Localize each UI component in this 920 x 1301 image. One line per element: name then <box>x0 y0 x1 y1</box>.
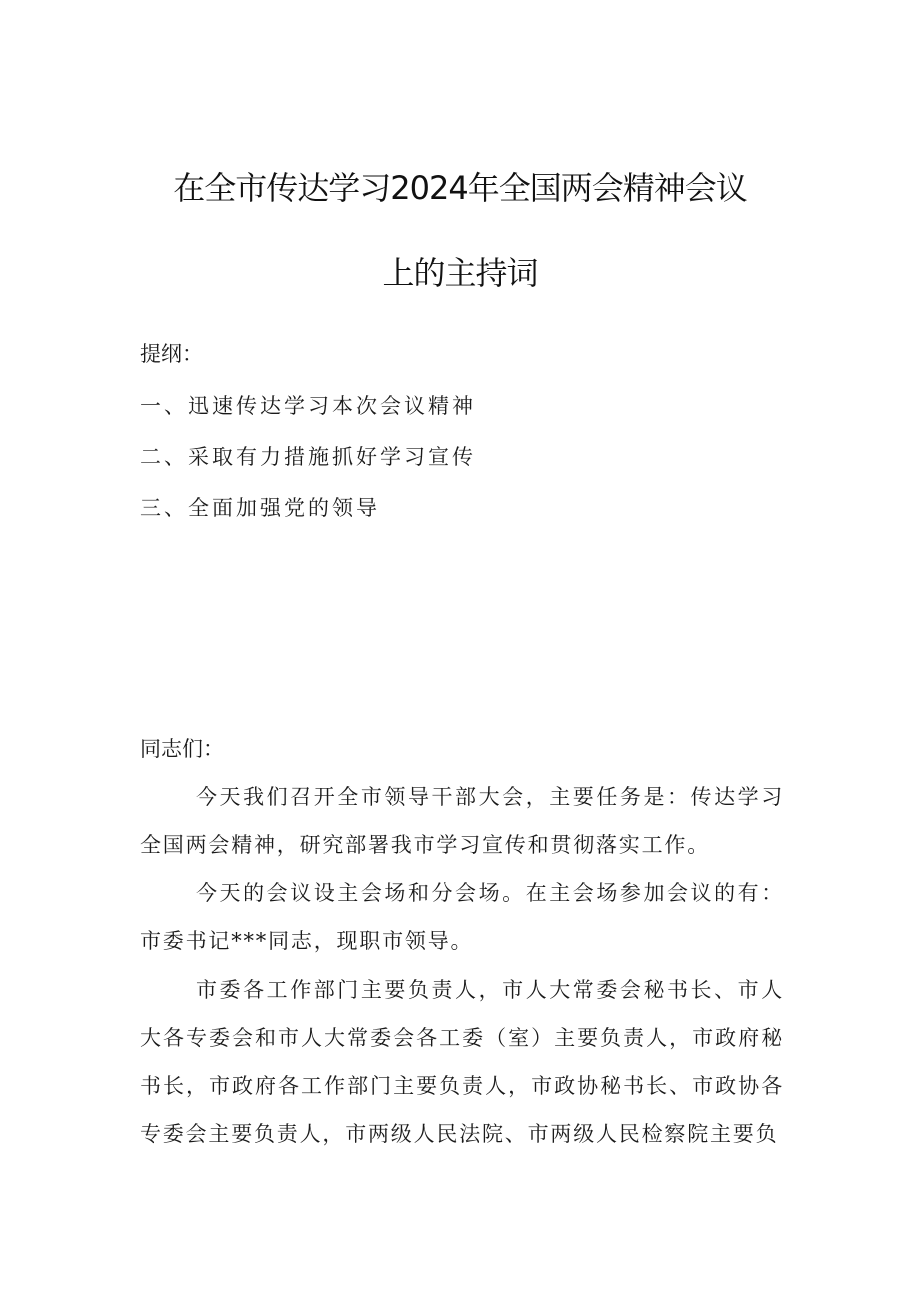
outline-item-1: 一、迅速传达学习本次会议精神 <box>140 394 476 418</box>
document-title-line-2: 上的主持词 <box>382 254 538 292</box>
outline-item-2: 二、采取有力措施抓好学习宣传 <box>140 445 476 469</box>
document-title-line-1: 在全市传达学习2024年全国两会精神会议 <box>173 169 747 207</box>
salutation: 同志们： <box>140 737 224 761</box>
body-paragraph-2: 今天的会议设主会场和分会场。在主会场参加会议的有：市委书记***同志，现职市领导。 <box>140 881 784 953</box>
outline-item-3: 三、全面加强党的领导 <box>140 496 380 520</box>
outline-label: 提纲： <box>140 342 203 366</box>
body-paragraph-3: 市委各工作部门主要负责人，市人大常委会秘书长、市人大各专委会和市人大常委会各工委（室）主要负责人，市政府秘书长，市政府各工作部门主要负责人，市政协秘书长、市政协各专委会主要负责人，市两级人民法院、市两级人民检察院主要负 <box>140 978 784 1146</box>
body-paragraph-1: 今天我们召开全市领导干部大会，主要任务是：传达学习全国两会精神，研究部署我市学习宣传和贯彻落实工作。 <box>140 785 784 857</box>
